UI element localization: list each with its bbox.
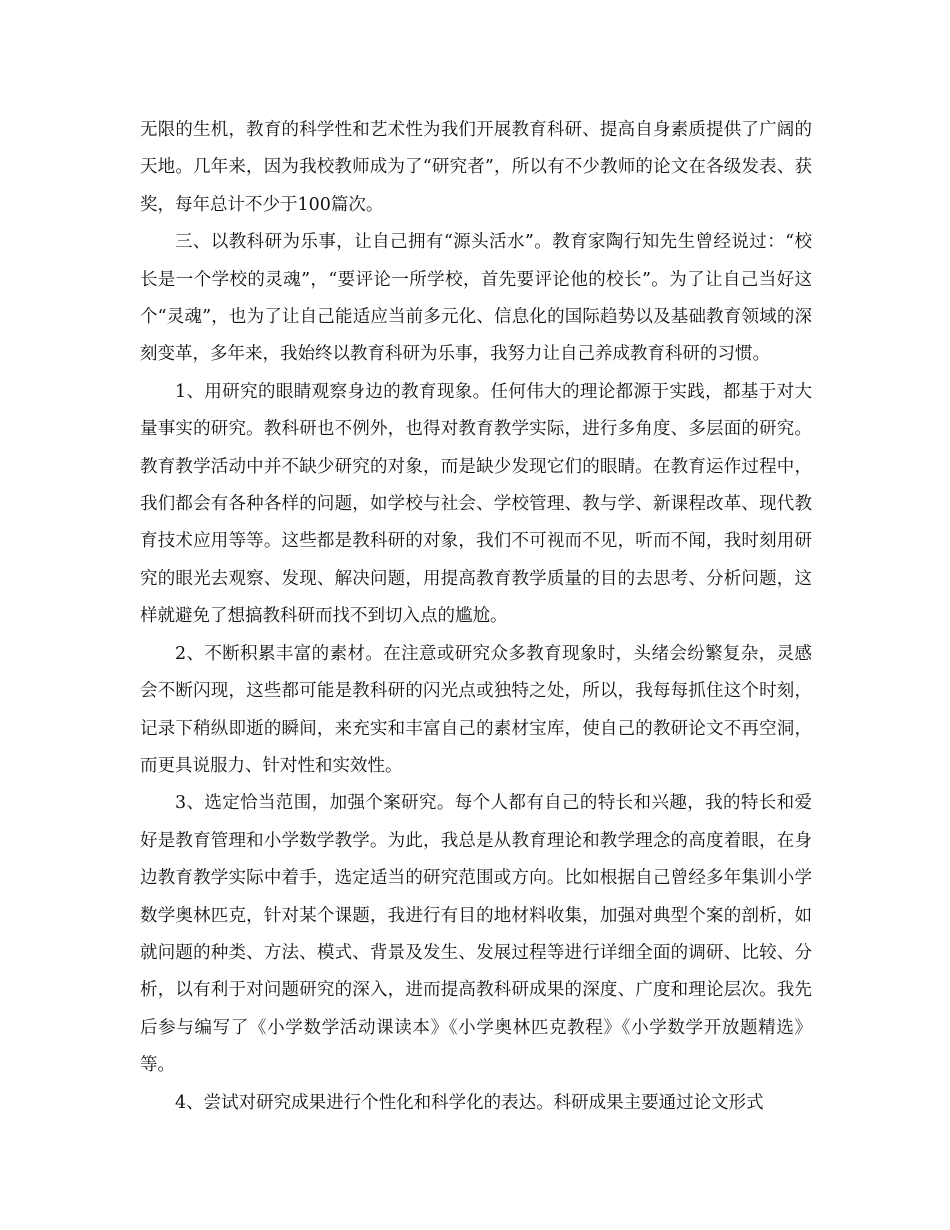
document-body [140, 112, 812, 1122]
paragraph-continuation: 无限的生机，教育的科学性和艺术性为我们开展教育科研、提高自身素质提供了广阔的天地。几年来，因为我校教师成为了“研究者”，所以有不少教师的论文在各级发表、获奖，每年总计不少于100篇次。 [140, 120, 812, 215]
paragraph-point-four: 4、尝试对研究成果进行个性化和科学化的表达。科研成果主要通过论文形式 [175, 1092, 764, 1113]
paragraph-point-one: 1、用研究的眼睛观察身边的教育现象。任何伟大的理论都源于实践，都基于对大量事实的研究。教科研也不例外，也得对教育教学实际，进行多角度、多层面的研究。教育教学活动中并不缺少研究的对象，而是缺少发现它们的眼睛。在教育运作过程中，我们都会有各种各样的问题，如学校与社会、学校管理、教与学、新课程改革、现代教育技术应用等等。这些都是教科研的对象，我们不可视而不见，听而不闻，我时刻用研究的眼光去观察、发现、解决问题，用提高教育教学质量的目的去思考、分析问题，这样就避免了想搞教科研而找不到切入点的尴尬。 [140, 381, 812, 627]
paragraph-point-three: 3、选定恰当范围，加强个案研究。每个人都有自己的特长和兴趣，我的特长和爱好是教育管理和小学数学教学。为此，我总是从教育理论和教学理念的高度着眼，在身边教育教学实际中着手，选定适当的研究范围或方向。比如根据自己曾经多年集训小学数学奥林匹克，针对某个课题，我进行有目的地材料收集，加强对典型个案的剖析，如就问题的种类、方法、模式、背景及发生、发展过程等进行详细全面的调研、比较、分析，以有利于对问题研究的深入，进而提高教科研成果的深度、广度和理论层次。我先后参与编写了《小学数学活动课读本》《小学奥林匹克教程》《小学数学开放题精选》等。 [140, 793, 812, 1076]
paragraph-point-two: 2、不断积累丰富的素材。在注意或研究众多教育现象时，头绪会纷繁复杂，灵感会不断闪现，这些都可能是教科研的闪光点或独特之处，所以，我每每抓住这个时刻，记录下稍纵即逝的瞬间，来充实和丰富自己的素材宝库，使自己的教研论文不再空洞，而更具说服力、针对性和实效性。 [140, 643, 812, 776]
paragraph-section-three: 三、以教科研为乐事，让自己拥有“源头活水”。教育家陶行知先生曾经说过：“校长是一个学校的灵魂”，“要评论一所学校，首先要评论他的校长”。为了让自己当好这个“灵魂”，也为了让自己能适应当前多元化、信息化的国际趋势以及基础教育领域的深刻变革，多年来，我始终以教育科研为乐事，我努力让自己养成教育科研的习惯。 [140, 232, 812, 365]
